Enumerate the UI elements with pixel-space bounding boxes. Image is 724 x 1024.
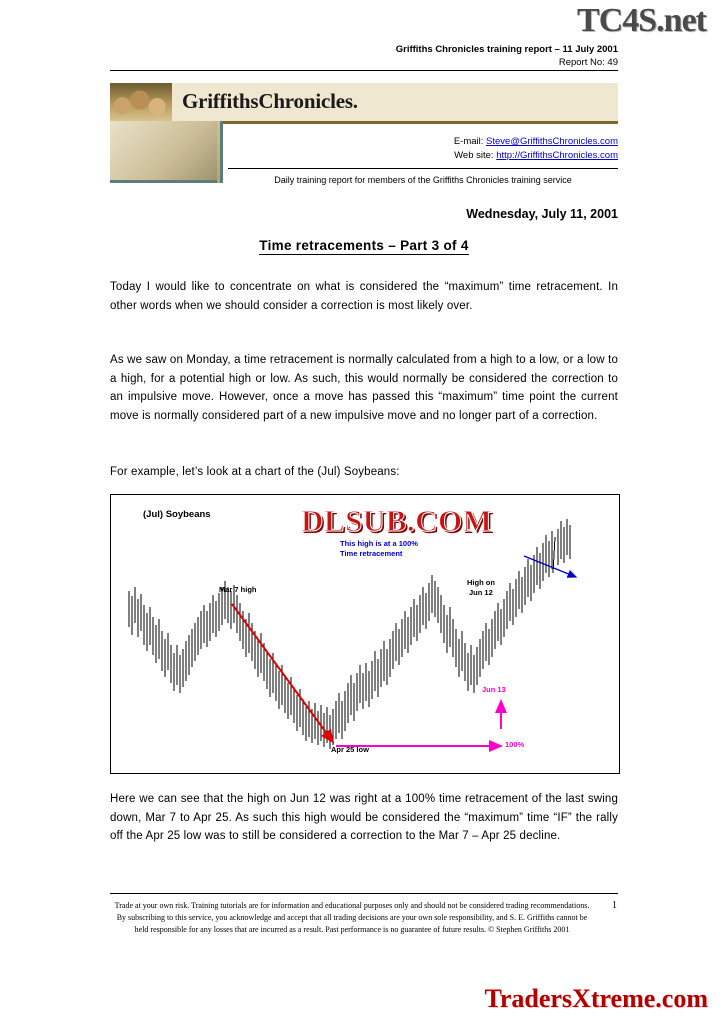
annotation-mar7-high: Mar 7 high — [219, 585, 257, 594]
watermark-chart: DLSUB.COM — [301, 503, 493, 538]
price-chart — [110, 494, 620, 774]
contact-email-link[interactable]: Steve@GriffithsChronicles.com — [486, 136, 618, 147]
paragraph-1: Today I would like to concentrate on what is considered the “maximum” time retracement. In other words when we should consider a correction is most likely over. — [110, 281, 618, 312]
annotation-apr25-low: Apr 25 low — [331, 745, 369, 754]
report-date: Wednesday, July 11, 2001 — [466, 207, 618, 221]
annotation-jun13: Jun 13 — [482, 685, 506, 694]
contact-email-label: E-mail: — [453, 136, 484, 147]
logo-side-image-icon — [110, 121, 217, 183]
footer-disclaimer: Trade at your own risk. Training tutorials are for information and educational purposes only and should not be considered trading recommendations. By subscribing to this service, you acknowledge and accept that all trading decisions are your own sole responsibility, and S. E. Griffiths cannot be held responsible for any losses that are incurred as a result. Past performance is no guarantee of future results. © Stephen Griffiths 2001 — [114, 901, 590, 934]
annotation-100-percent: 100% — [505, 740, 525, 749]
decline-arrow — [232, 604, 333, 742]
callout-arrow — [524, 556, 576, 577]
chart-title: (Jul) Soybeans — [143, 509, 211, 520]
logo-side-panel — [110, 121, 223, 183]
contact-email-row — [330, 136, 618, 147]
annotation-callout-line1: This high is at a 100% — [340, 539, 418, 548]
contact-block — [330, 136, 618, 164]
paragraph-2: As we saw on Monday, a time retracement is normally calculated from a high to a low, or a low to a high, for a potential high or low. As such, this would normally be considered the correction to an impulsive move. However, once a move has passed this “maximum” time point the current move is normally considered part of a new impulsive move and no longer part of a correction. — [110, 354, 618, 422]
annotation-callout-line2: Time retracement — [340, 549, 403, 558]
logo-image-icon — [110, 83, 172, 121]
tagline-divider — [228, 168, 618, 169]
annotation-high-on: High on — [467, 578, 495, 587]
tagline: Daily training report for members of the Griffiths Chronicles training service — [274, 175, 572, 185]
contact-web-label: Web site: — [454, 150, 494, 161]
contact-web-link[interactable]: http://GriffithsChronicles.com — [496, 150, 618, 161]
logo-banner — [110, 83, 618, 124]
paragraph-4: Here we can see that the high on Jun 12 was right at a 100% time retracement of the last swing down, Mar 7 to Apr 25. As such this high would be considered the “maximum” time “IF” the rally off the Apr 25 low was to still be considered a correction to the Mar 7 – Apr 25 decline. — [110, 793, 618, 843]
annotation-jun12: Jun 12 — [469, 588, 493, 597]
logo-wordmark: GriffithsChronicles. — [182, 89, 358, 113]
footer-divider — [110, 893, 618, 894]
page-number: 1 — [612, 900, 617, 911]
page-title-text: Time retracements – Part 3 of 4 — [259, 238, 469, 253]
watermark-top: TC4S.net — [577, 2, 706, 39]
watermark-bottom: TradersXtreme.com — [484, 984, 708, 1013]
header-divider — [110, 70, 618, 71]
header-report-number: Report No: 49 — [558, 57, 618, 68]
header-title: Griffiths Chronicles training report – 11 July 2001 — [395, 44, 618, 55]
document-header — [110, 44, 618, 68]
paragraph-3: For example, let’s look at a chart of the (Jul) Soybeans: — [110, 466, 400, 478]
contact-web-row — [330, 150, 618, 161]
page-title — [110, 238, 618, 253]
